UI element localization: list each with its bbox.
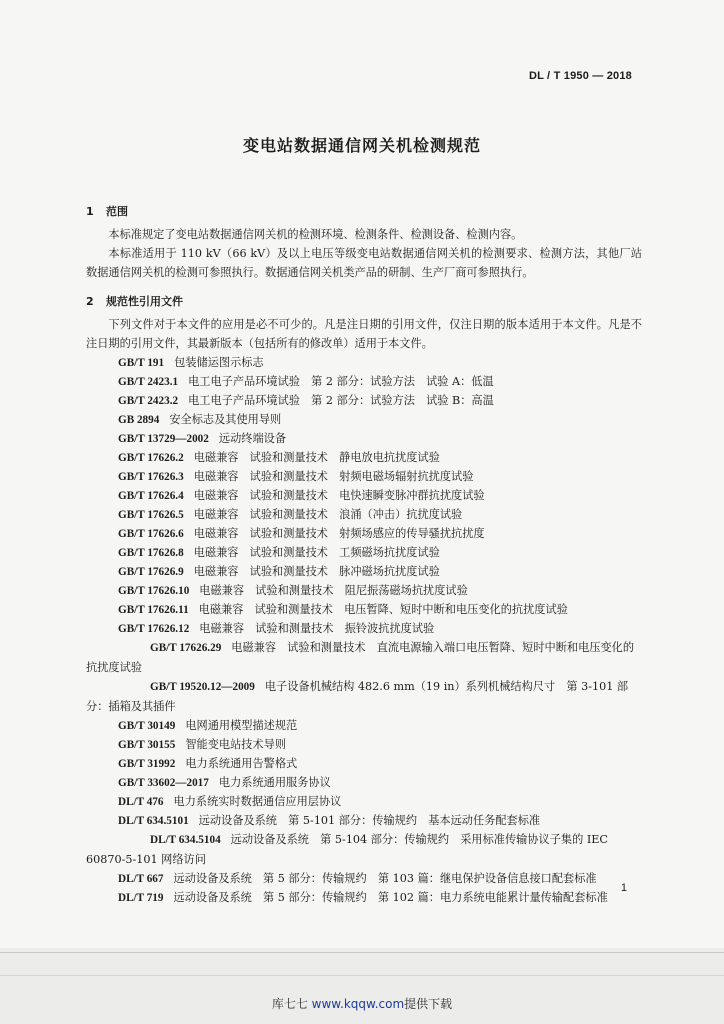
reference-code: GB/T 31992 xyxy=(118,758,176,770)
reference-code: GB/T 17626.9 xyxy=(118,566,184,578)
reference-title: 电磁兼容 试验和测量技术 脉冲磁场抗扰度试验 xyxy=(193,565,440,578)
reference-code: GB/T 17626.11 xyxy=(118,604,189,616)
reference-title: 电磁兼容 试验和测量技术 射频电磁场辐射抗扰度试验 xyxy=(193,470,474,483)
reference-code: GB/T 2423.1 xyxy=(118,376,179,388)
reference-code: GB/T 19520.12—2009 xyxy=(150,681,255,693)
reference-item xyxy=(86,353,642,372)
reference-title: 远动终端设备 xyxy=(218,432,287,445)
reference-item xyxy=(86,581,642,600)
page-number: 1 xyxy=(620,882,627,894)
reference-title: 电磁兼容 试验和测量技术 工频磁场抗扰度试验 xyxy=(193,546,440,559)
watermark-name: 库七七 xyxy=(271,997,308,1011)
reference-title: 电工电子产品环境试验 第 2 部分：试验方法 试验 A：低温 xyxy=(188,375,494,388)
reference-title: 包装储运图示标志 xyxy=(174,356,264,369)
reference-code: GB/T 13729—2002 xyxy=(118,433,209,445)
reference-item xyxy=(86,754,642,773)
reference-code: GB/T 17626.5 xyxy=(118,509,184,521)
reference-title: 电力系统通用告警格式 xyxy=(185,757,298,770)
reference-code: GB/T 17626.10 xyxy=(118,585,190,597)
reference-code: GB/T 17626.3 xyxy=(118,471,184,483)
reference-item xyxy=(86,869,642,888)
reference-code: GB/T 17626.4 xyxy=(118,490,184,502)
reference-item xyxy=(86,486,642,505)
references-intro: 下列文件对于本文件的应用是必不可少的。凡是注日期的引用文件，仅注日期的版本适用于本文件。凡是不注日期的引用文件，其最新版本（包括所有的修改单）适用于本文件。 xyxy=(86,318,642,350)
reference-code: GB/T 17626.6 xyxy=(118,528,184,540)
reference-item xyxy=(86,830,642,869)
reference-title: 电磁兼容 试验和测量技术 直流电源输入端口电压暂降、短时中断和电压变化的抗扰度试验 xyxy=(86,641,635,674)
reference-title: 电网通用模型描述规范 xyxy=(185,719,298,732)
reference-title: 远动设备及系统 第 5 部分：传输规约 第 102 篇：电力系统电能累计量传输配套标准 xyxy=(173,891,608,904)
reference-list xyxy=(86,353,642,907)
reference-item xyxy=(86,888,642,907)
reference-title: 电磁兼容 试验和测量技术 振铃波抗扰度试验 xyxy=(199,622,435,635)
document-title: 变电站数据通信网关机检测规范 xyxy=(242,136,481,155)
reference-item xyxy=(86,677,642,716)
download-watermark xyxy=(0,995,724,1012)
reference-title: 安全标志及其使用导则 xyxy=(169,413,282,426)
reference-code: DL/T 634.5101 xyxy=(118,815,189,827)
reference-code: GB/T 30149 xyxy=(118,720,176,732)
scope-paragraph: 本标准规定了变电站数据通信网关机的检测环境、检测条件、检测设备、检测内容。 xyxy=(108,228,523,241)
reference-code: GB 2894 xyxy=(118,414,160,426)
section-title: 规范性引用文件 xyxy=(106,295,183,308)
reference-title: 电工电子产品环境试验 第 2 部分：试验方法 试验 B：高温 xyxy=(188,394,494,407)
reference-title: 远动设备及系统 第 5-104 部分：传输规约 采用标准传输协议子集的 IEC 60870-5-101 网络访问 xyxy=(86,833,608,866)
reference-title: 远动设备及系统 第 5 部分：传输规约 第 103 篇：继电保护设备信息接口配套标准 xyxy=(173,872,597,885)
reference-item xyxy=(86,619,642,638)
section-heading-normative-references xyxy=(86,292,642,311)
reference-code: DL/T 667 xyxy=(118,873,164,885)
section-title: 范围 xyxy=(106,205,128,218)
watermark-suffix: 提供下载 xyxy=(404,997,453,1011)
document-body xyxy=(86,202,642,907)
reference-item xyxy=(86,448,642,467)
section-heading-scope xyxy=(86,202,642,221)
reference-code: GB/T 2423.2 xyxy=(118,395,179,407)
reference-title: 电磁兼容 试验和测量技术 电快速瞬变脉冲群抗扰度试验 xyxy=(193,489,485,502)
reference-code: GB/T 33602—2017 xyxy=(118,777,209,789)
reference-item xyxy=(86,543,642,562)
reference-code: GB/T 17626.29 xyxy=(150,642,222,654)
reference-code: GB/T 191 xyxy=(118,357,165,369)
reference-title: 电磁兼容 试验和测量技术 电压暂降、短时中断和电压变化的抗扰度试验 xyxy=(198,603,568,616)
scope-paragraph: 本标准适用于 110 kV（66 kV）及以上电压等级变电站数据通信网关机的检测要求、检测方法，其他厂站数据通信网关机的检测可参照执行。数据通信网关机类产品的研制、生产厂商可参照执行。 xyxy=(86,247,642,279)
reference-item xyxy=(86,735,642,754)
reference-title: 电力系统实时数据通信应用层协议 xyxy=(173,795,342,808)
reference-title: 电磁兼容 试验和测量技术 射频场感应的传导骚扰抗扰度 xyxy=(193,527,485,540)
scan-divider xyxy=(0,975,724,976)
reference-code: GB/T 30155 xyxy=(118,739,176,751)
reference-code: DL/T 476 xyxy=(118,796,164,808)
reference-item xyxy=(86,467,642,486)
reference-item xyxy=(86,372,642,391)
reference-item xyxy=(86,811,642,830)
reference-title: 远动设备及系统 第 5-101 部分：传输规约 基本远动任务配套标准 xyxy=(198,814,541,827)
scan-margin xyxy=(0,948,724,1024)
reference-title: 电磁兼容 试验和测量技术 阻尼振荡磁场抗扰度试验 xyxy=(199,584,468,597)
reference-code: GB/T 17626.12 xyxy=(118,623,190,635)
reference-item xyxy=(86,391,642,410)
reference-item xyxy=(86,562,642,581)
reference-item xyxy=(86,716,642,735)
reference-code: GB/T 17626.8 xyxy=(118,547,184,559)
reference-item xyxy=(86,773,642,792)
reference-code: DL/T 634.5104 xyxy=(150,834,221,846)
watermark-site: www.kqqw.com xyxy=(311,997,405,1011)
reference-item xyxy=(86,638,642,677)
reference-title: 电力系统通用服务协议 xyxy=(218,776,331,789)
reference-item xyxy=(86,410,642,429)
reference-title: 电子设备机械结构 482.6 mm（19 in）系列机械结构尺寸 第 3-101 部分：插箱及其插件 xyxy=(86,680,629,713)
section-number: 2 xyxy=(86,295,94,308)
reference-item xyxy=(86,429,642,448)
reference-code: GB/T 17626.2 xyxy=(118,452,184,464)
section-number: 1 xyxy=(86,205,94,218)
reference-item xyxy=(86,600,642,619)
reference-item xyxy=(86,524,642,543)
reference-item xyxy=(86,505,642,524)
scan-divider xyxy=(0,952,724,953)
reference-title: 智能变电站技术导则 xyxy=(185,738,287,751)
reference-title: 电磁兼容 试验和测量技术 静电放电抗扰度试验 xyxy=(193,451,440,464)
reference-title: 电磁兼容 试验和测量技术 浪涌（冲击）抗扰度试验 xyxy=(193,508,463,521)
reference-item xyxy=(86,792,642,811)
reference-code: DL/T 719 xyxy=(118,892,164,904)
standard-code: DL / T 1950 — 2018 xyxy=(528,70,632,82)
